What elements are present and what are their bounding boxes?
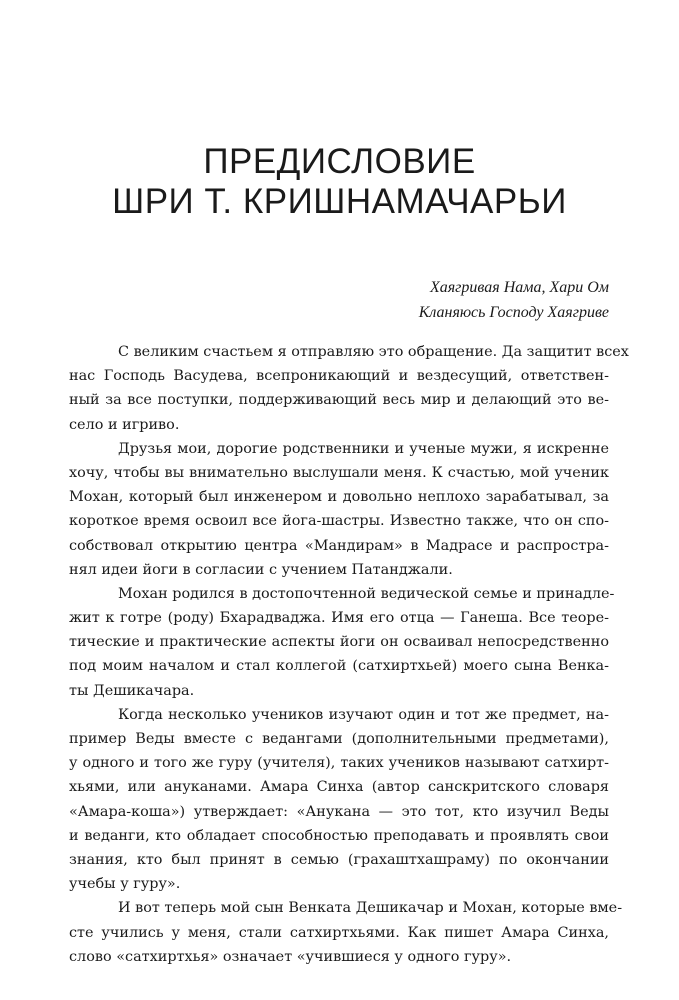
paragraph — [69, 582, 615, 703]
chapter-title-line-1: ПРЕДИСЛОВИЕ — [203, 142, 476, 181]
text-line: Мохан родился в достопочтенной ведической семье и принадле- — [118, 585, 615, 602]
text-line: село и игриво. — [69, 416, 180, 433]
epigraph-line-2: Кланяюсь Господу Хаягриве — [418, 304, 609, 321]
paragraph — [69, 896, 623, 969]
text-line: и веданги, кто обладает способностью преподавать и проявлять свои — [69, 827, 609, 844]
text-line: ный за все поступки, поддерживающий весь мир и делающий это ве- — [69, 392, 609, 409]
text-line: нас Господь Васудева, всепроникающий и вездесущий, ответствен- — [69, 368, 609, 385]
text-line: хьями, или ануканами. Амара Синха (автор санскритского словаря — [69, 779, 609, 796]
text-line: жит к готре (роду) Бхарадваджа. Имя его отца — Ганеша. Все теоре- — [69, 610, 609, 627]
text-line: сте учились у меня, стали сатхиртхьями. Как пишет Амара Синха, — [69, 924, 609, 941]
paragraph — [69, 703, 609, 897]
text-line: под моим началом и стал коллегой (сатхиртхьей) моего сына Венка- — [69, 658, 609, 675]
text-line: у одного и того же гуру (учителя), таких учеников называют сатхирт- — [69, 755, 609, 772]
epigraph-line-1: Хаягривая Нама, Хари Ом — [429, 279, 609, 296]
text-line: ты Дешикачара. — [69, 682, 195, 699]
text-line: слово «сатхиртхья» означает «учившиеся у одного гуру». — [69, 948, 512, 965]
chapter-title — [0, 142, 679, 222]
text-line: «Амара-коша») утверждает: «Анукана — это тот, кто изучил Веды — [69, 803, 609, 820]
text-line: Мохан, который был инженером и довольно неплохо зарабатывал, за — [69, 489, 609, 506]
text-line: собствовал открытию центра «Мандирам» в Мадрасе и распростра- — [69, 537, 609, 554]
text-line: знания, кто был принят в семью (грахаштхашраму) по окончании — [69, 851, 609, 868]
text-line: хочу, чтобы вы внимательно выслушали меня. К счастью, мой ученик — [69, 464, 609, 481]
text-line: Друзья мои, дорогие родственники и ученые мужи, я искренне — [118, 440, 609, 457]
text-line: С великим счастьем я отправляю это обращение. Да защитит всех — [118, 344, 629, 360]
text-line: Когда несколько учеников изучают один и тот же предмет, на- — [118, 706, 609, 723]
body-text — [69, 340, 629, 969]
text-line: И вот теперь мой сын Венката Дешикачар и Мохан, которые вме- — [118, 900, 623, 917]
text-line: короткое время освоил все йога-шастры. Известно также, что он спо- — [69, 513, 609, 530]
text-line: учебы у гуру». — [69, 876, 181, 893]
paragraph — [69, 437, 609, 582]
chapter-title-line-2: ШРИ Т. КРИШНАМАЧАРЬИ — [112, 182, 567, 221]
epigraph — [419, 275, 609, 325]
text-line: пример Веды вместе с ведангами (дополнительными предметами), — [69, 731, 609, 747]
paragraph — [69, 340, 629, 437]
text-line: тические и практические аспекты йоги он осваивал непосредственно — [69, 634, 609, 651]
text-line: нял идеи йоги в согласии с учением Патанджали. — [69, 561, 453, 578]
